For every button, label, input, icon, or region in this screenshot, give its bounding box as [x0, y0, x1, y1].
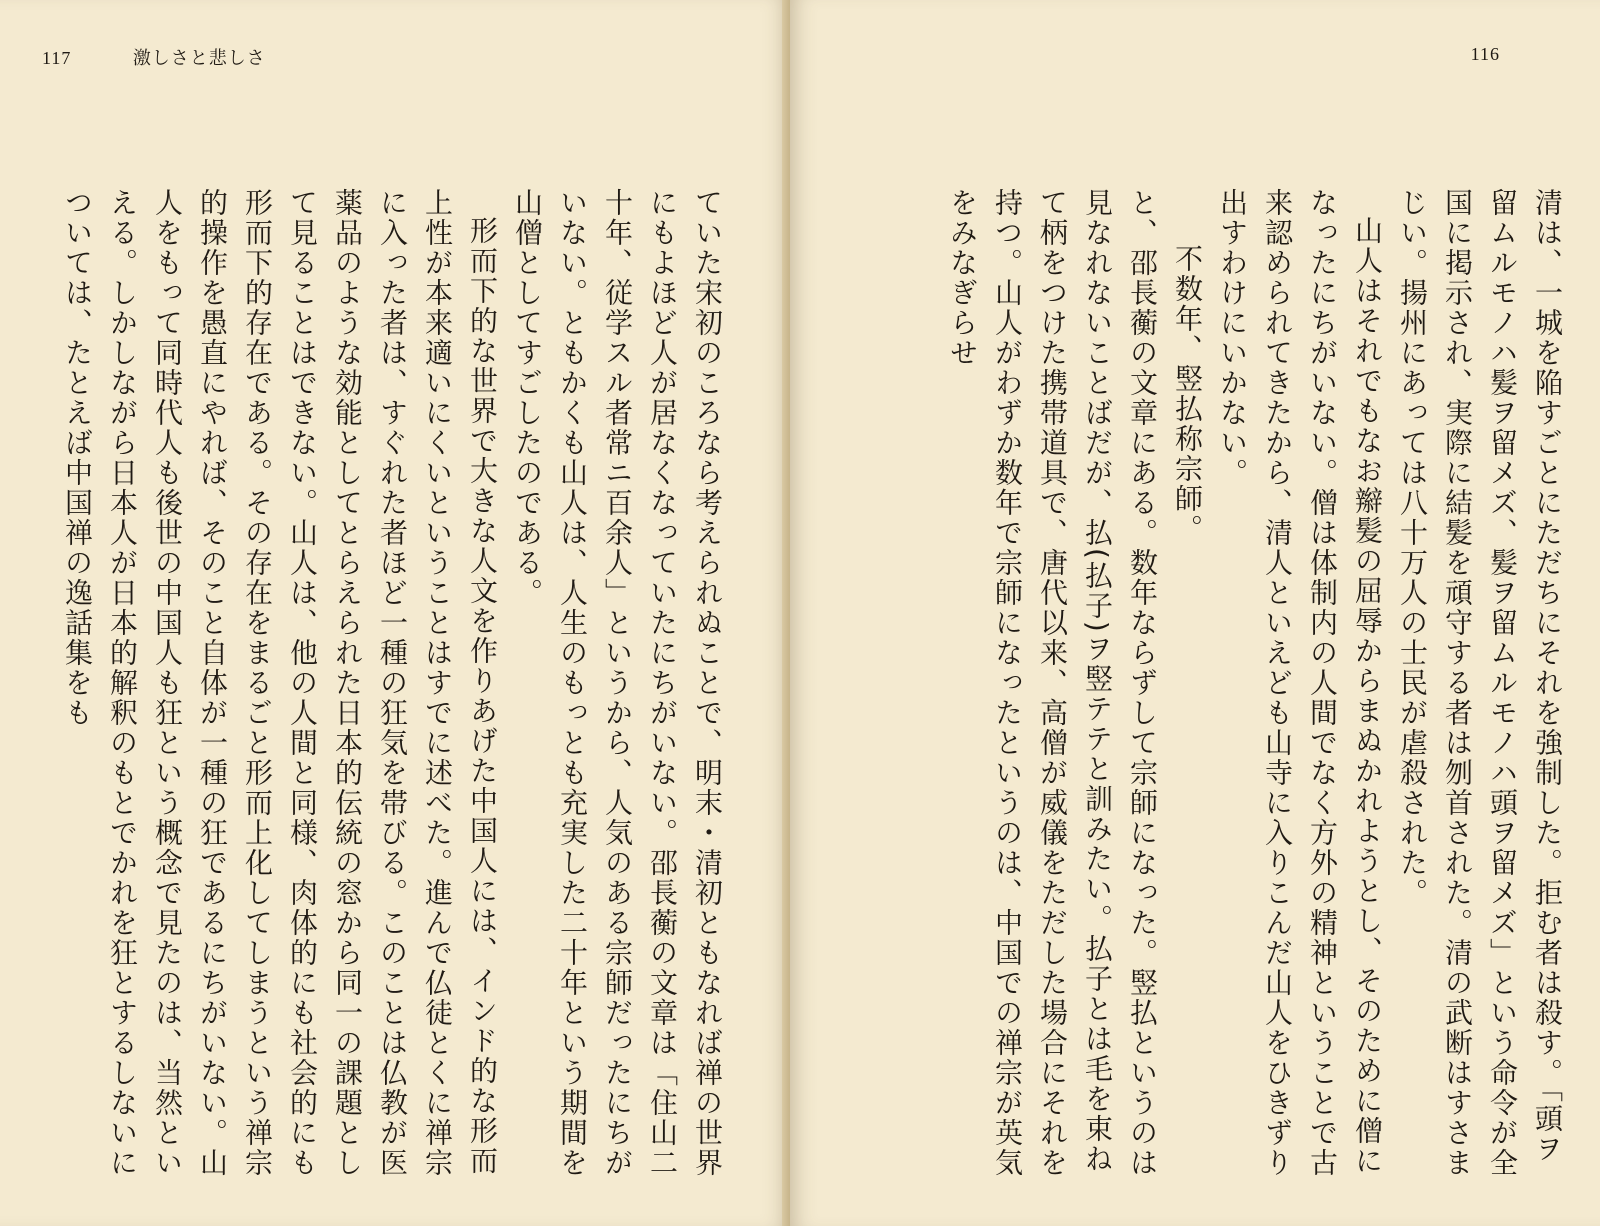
right-page-number: 116	[1470, 44, 1500, 64]
running-title: 激しさと悲しさ	[132, 48, 266, 69]
left-page-number: 117	[42, 48, 72, 68]
right-paragraph-1: 清は、一城を陥すごとにただちにそれを強制した。拒む者は殺す。「頭ヲ留ムルモノハ髪ヲ留メズ、髪ヲ留ムルモノハ頭ヲ留メズ」という命令が全国に掲示され、実際に結髪を頑守する者は刎首された。清の武断はすさまじい。揚州にあっては八十万人の士民が虐殺された。	[1396, 188, 1564, 1178]
right-paragraph-2: 山人はそれでもなお辮髪の屈辱からまぬかれようとし、そのために僧になったにちがいない。僧は体制内の人間でなく方外の精神ということで古来認められてきたから、清人といえども山寺に入りこんだ山人をひきずり出すわけにいかない。	[1216, 188, 1384, 1178]
block-quote: 不数年、竪払称宗師。	[1171, 244, 1204, 544]
right-paragraph-3: と、邵長蘅の文章にある。数年ならずして宗師になった。竪払というのは見なれないことばだが、払(払子)ヲ竪テテと訓みたい。払子とは毛を束ねて柄をつけた携帯道具で、唐代以来、高僧が威儀をただした場合にそれを持つ。山人がわずか数年で宗師になったというのは、中国での禅宗が英気をみなぎらせ	[946, 188, 1159, 1178]
left-paragraph-2: 形而下的な世界で大きな人文を作りあげた中国人には、インド的な形而上性が本来適いにくいということはすでに述べた。進んで仏徒とくに禅宗に入った者は、すぐれた者ほど一種の狂気を帯びる。このことは仏教が医薬品のような効能としてとらえられた日本的伝統の窓から同一の課題として見ることはできない。山人は、他の人間と同様、肉体的にも社会的にも形而下的存在である。その存在をまるごと形而上化してしまうという禅宗的操作を愚直にやれば、そのこと自体が一種の狂であるにちがいない。山人をもって同時代人も後世の中国人も狂という概念で見たのは、当然といえる。しかしながら日本人が日本的解釈のもとでかれを狂とするしないについては、たとえば中国禅の逸話集をも	[61, 188, 499, 1178]
left-paragraph-1: ていた宋初のころなら考えられぬことで、明末・清初ともなれば禅の世界にもよほど人が居なくなっていたにちがいない。邵長蘅の文章は「住山二十年、従学スル者常ニ百余人」というから、人気のある宗師だったにちがいない。ともかくも山人は、人生のもっとも充実した二十年という期間を山僧としてすごしたのである。	[511, 188, 724, 1178]
left-page-header	[42, 44, 266, 70]
left-page-body	[55, 188, 730, 1188]
right-page-header	[1471, 44, 1500, 65]
left-page	[0, 0, 790, 1226]
right-page	[790, 0, 1600, 1226]
right-page-body	[940, 188, 1570, 1188]
